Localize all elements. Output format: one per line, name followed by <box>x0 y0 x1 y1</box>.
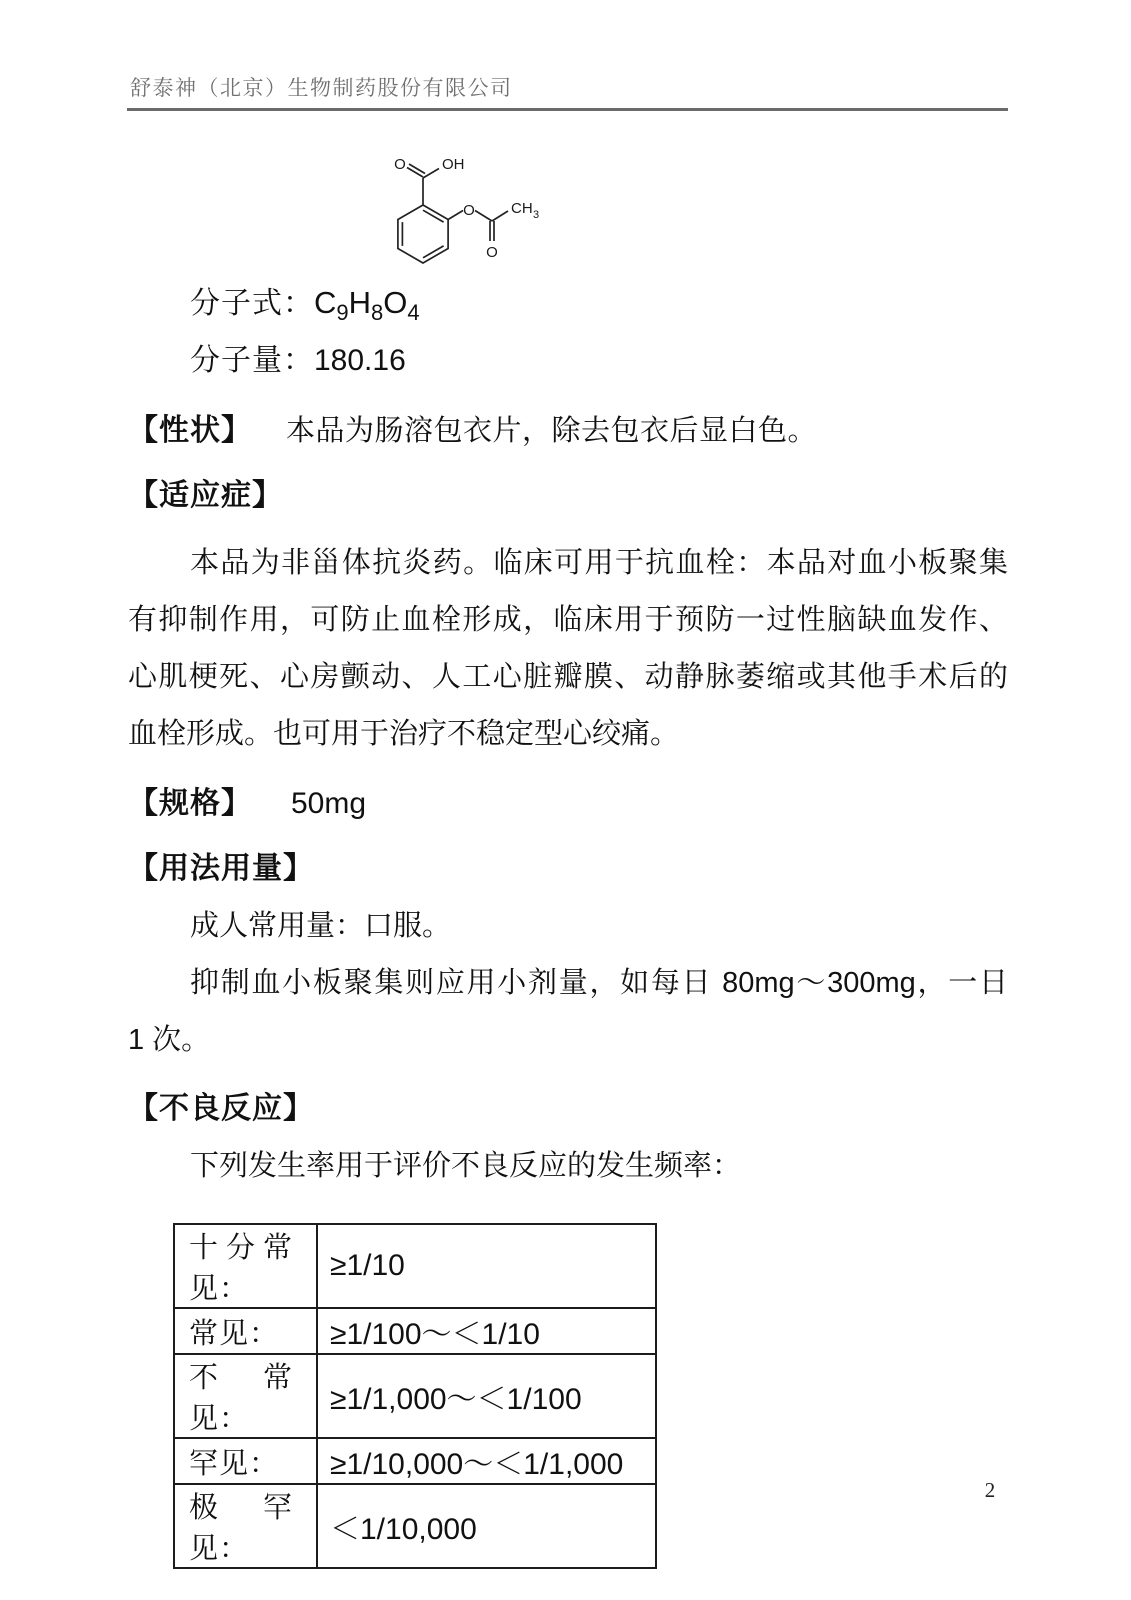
carboxyl-o-label: O <box>394 156 406 173</box>
table-row <box>174 1354 656 1438</box>
freq-value: ≥1/10 <box>330 1249 405 1282</box>
carbonyl-o-label: O <box>486 244 498 261</box>
freq-value: ≥1/100～＜1/10 <box>330 1318 540 1351</box>
indications-line-2: 有抑制作用，可防止血栓形成，临床用于预防一过性脑缺血发作、 <box>128 604 1008 636</box>
header-divider <box>127 108 1008 111</box>
section-properties <box>128 405 817 449</box>
freq-value: ＜1/10,000 <box>330 1513 477 1546</box>
freq-label: 罕见： <box>189 1447 280 1480</box>
dosage-line-2: 抑制血小板聚集则应用小剂量，如每日 80mg～300mg，一日 <box>190 967 1008 999</box>
dosage-line-1: 成人常用量：口服。 <box>190 910 452 942</box>
carboxyl-group-bonds <box>407 164 439 205</box>
formula-value <box>314 285 420 326</box>
strength-value: 50mg <box>291 787 367 820</box>
table-row <box>174 1484 656 1568</box>
frequency-definition-table <box>173 1223 657 1569</box>
freq-label: 十分常见： <box>189 1232 293 1305</box>
ester-o-label: O <box>463 202 475 219</box>
section-title-indications: 【适应症】 <box>128 479 283 512</box>
company-header: 舒泰神（北京）生物制药股份有限公司 <box>130 76 513 100</box>
formula-h-sub: 8 <box>371 300 384 326</box>
table-row <box>174 1308 656 1354</box>
properties-text: 本品为肠溶包衣片，除去包衣后显白色。 <box>286 415 818 447</box>
section-title-dosage: 【用法用量】 <box>128 852 314 885</box>
adverse-intro: 下列发生率用于评价不良反应的发生频率： <box>190 1150 742 1182</box>
chemical-structure-diagram <box>383 144 563 274</box>
formula-o: O <box>383 285 408 320</box>
carboxyl-oh-label: OH <box>442 156 465 173</box>
weight-value: 180.16 <box>314 344 406 377</box>
acetyl-group-bonds <box>448 211 508 242</box>
formula-label: 分子式： <box>190 287 314 320</box>
page-number: 2 <box>984 1478 996 1502</box>
formula-c-sub: 9 <box>336 300 349 326</box>
section-title-properties: 【性状】 <box>128 414 252 447</box>
methyl-label: CH <box>511 200 533 217</box>
freq-label: 常见： <box>189 1317 280 1350</box>
molecular-weight-row <box>190 335 406 379</box>
weight-label: 分子量： <box>190 344 314 377</box>
section-strength <box>128 778 366 822</box>
table-row <box>174 1224 656 1308</box>
indications-line-4: 血栓形成。也可用于治疗不稳定型心绞痛。 <box>128 718 680 750</box>
formula-h: H <box>348 285 372 320</box>
indications-line-1: 本品为非甾体抗炎药。临床可用于抗血栓：本品对血小板聚集 <box>190 547 1008 579</box>
formula-o-sub: 4 <box>407 300 420 326</box>
section-title-strength: 【规格】 <box>128 787 252 820</box>
benzene-ring <box>398 205 448 263</box>
freq-value: ≥1/1,000～＜1/100 <box>330 1383 582 1416</box>
methyl-subscript: 3 <box>533 209 540 221</box>
freq-label: 极罕见： <box>189 1492 293 1565</box>
indications-line-3: 心肌梗死、心房颤动、人工心脏瓣膜、动静脉萎缩或其他手术后的 <box>128 661 1008 693</box>
section-title-adverse: 【不良反应】 <box>128 1092 314 1125</box>
freq-value: ≥1/10,000～＜1/1,000 <box>330 1448 624 1481</box>
dosage-line-3: 1 次。 <box>128 1024 211 1056</box>
table-row <box>174 1438 656 1484</box>
formula-c: C <box>314 285 337 320</box>
molecular-formula-row <box>190 278 420 326</box>
freq-label: 不常见： <box>189 1362 293 1435</box>
